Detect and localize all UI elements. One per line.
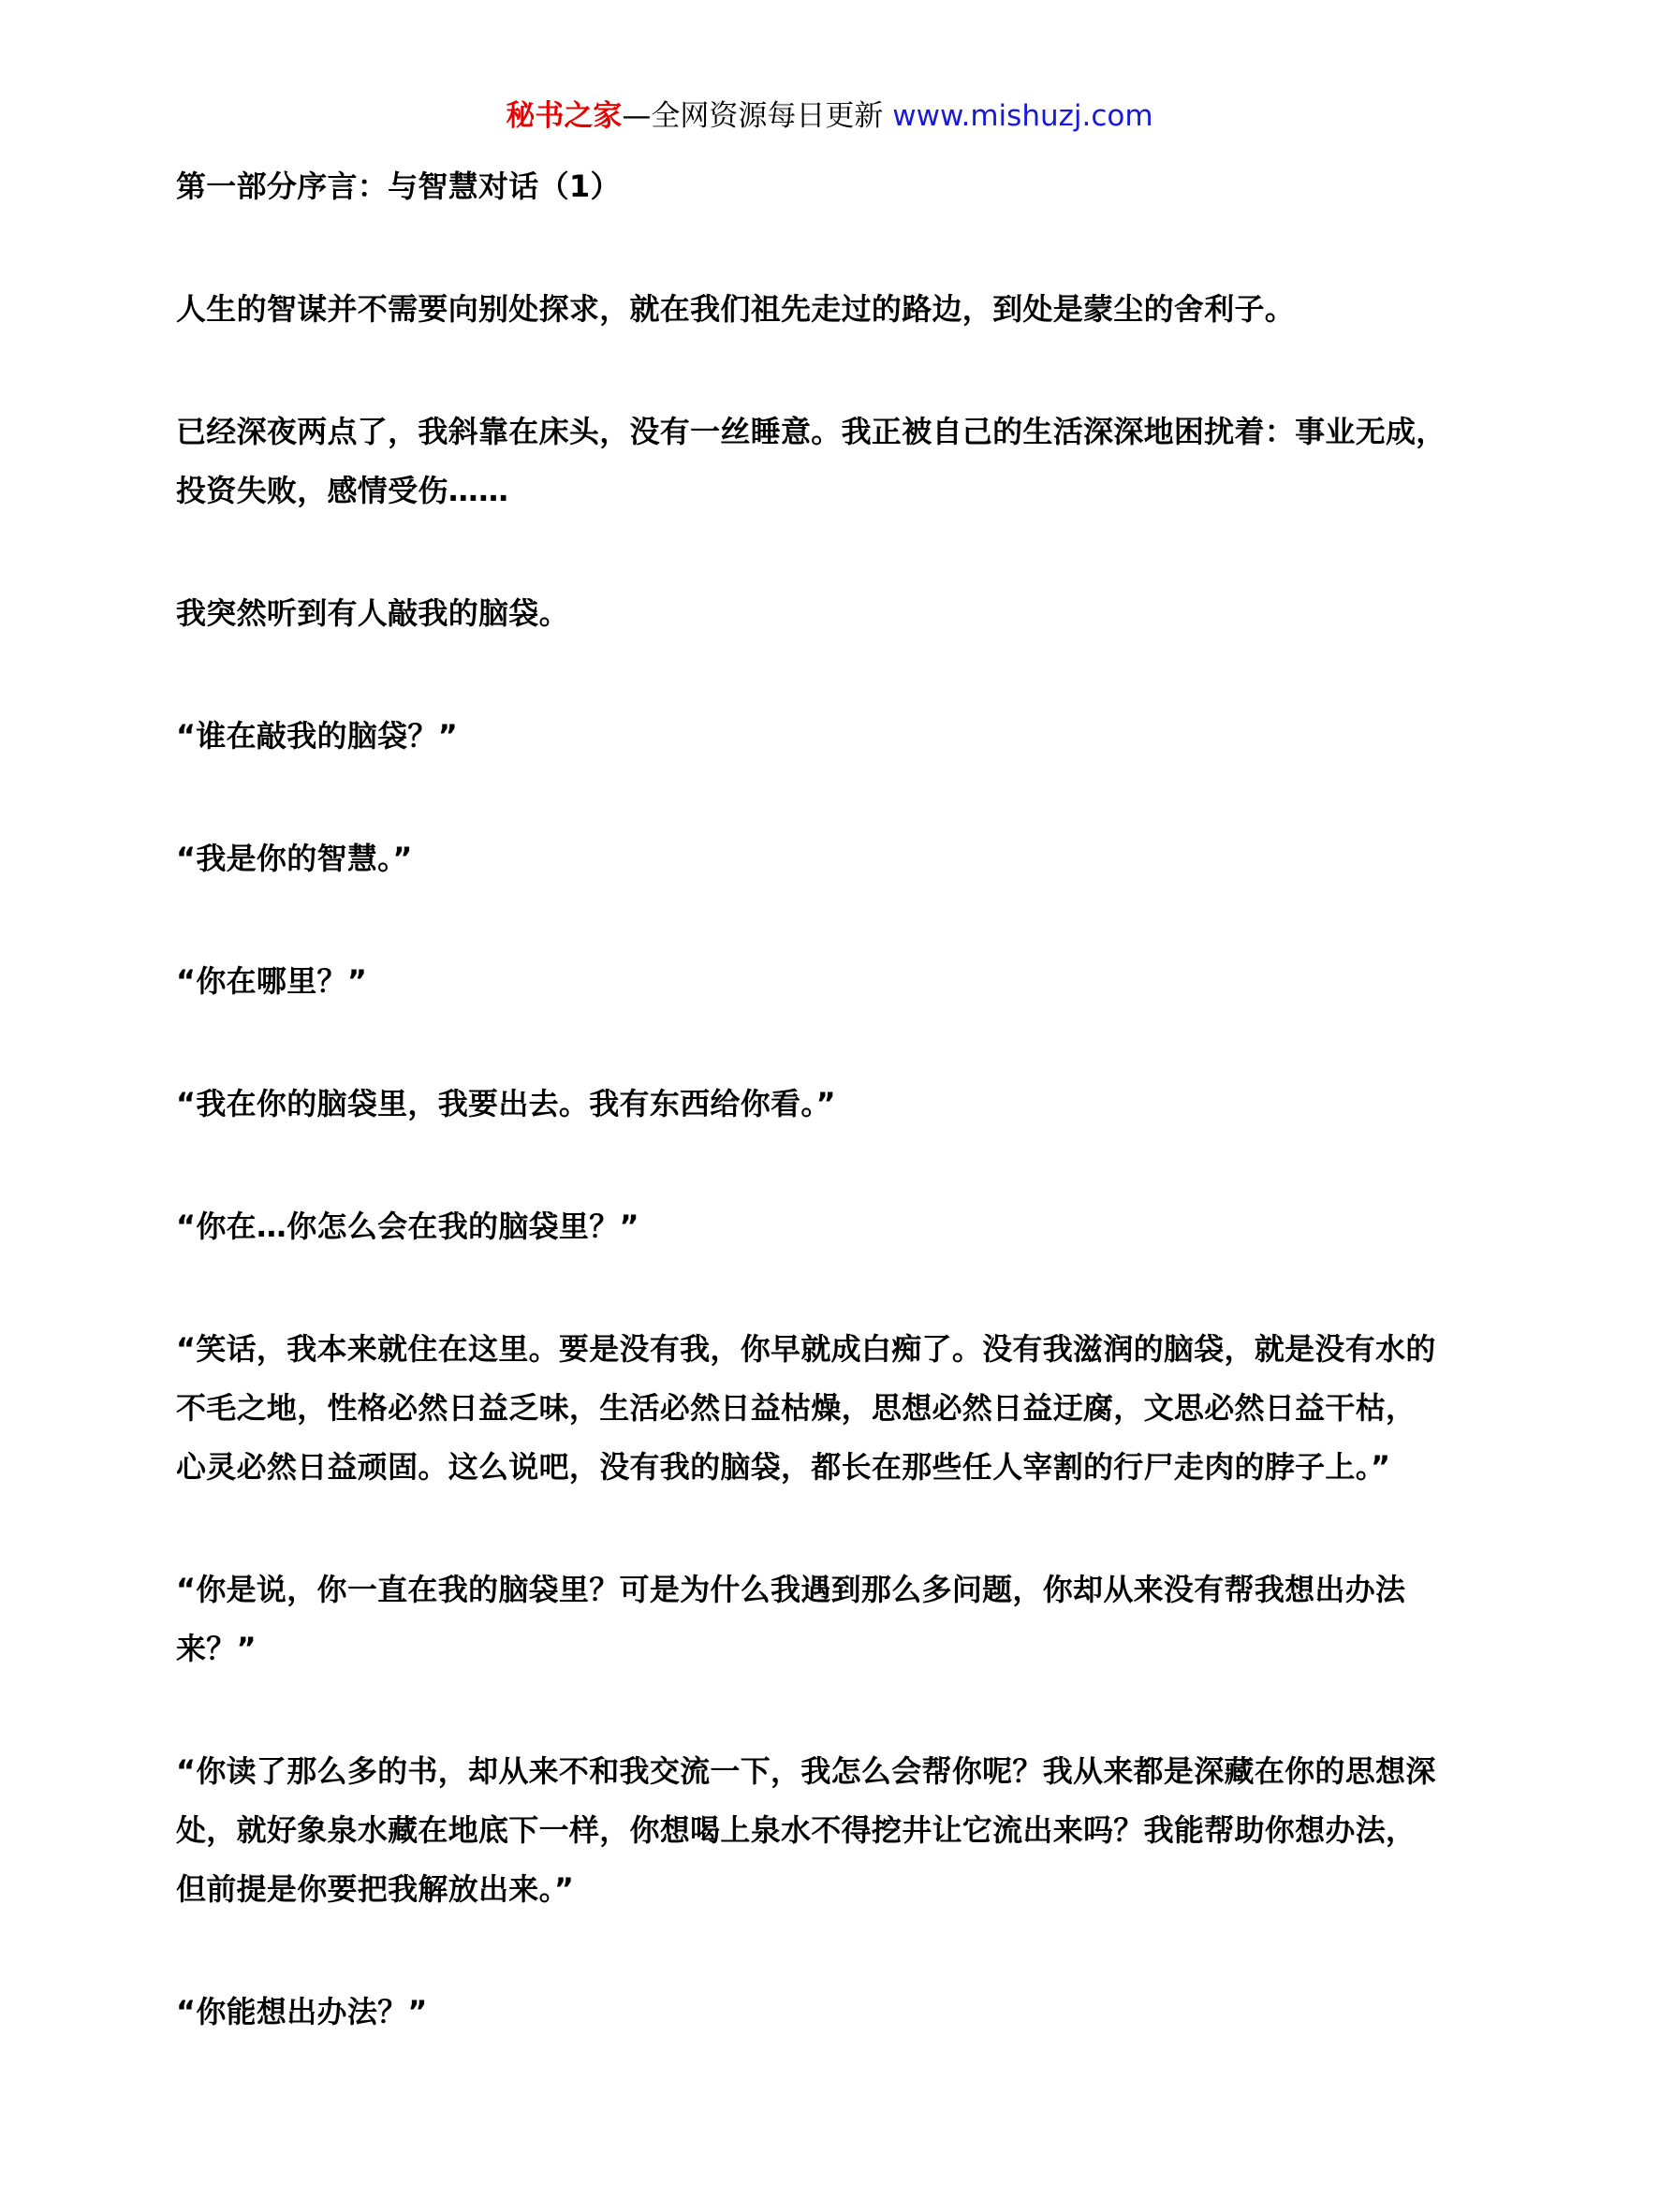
paragraph	[176, 1320, 1524, 1497]
paragraph-line: “我是你的智慧。”	[176, 841, 413, 876]
paragraph	[176, 1560, 1524, 1678]
paragraph-line: 心灵必然日益顽固。这么说吧，没有我的脑袋，都长在那些任人宰割的行尸走肉的脖子上。”	[176, 1449, 1391, 1485]
paragraph-line: 处，就好象泉水藏在地底下一样，你想喝上泉水不得挖井让它流出来吗？我能帮助你想办法，	[176, 1812, 1417, 1848]
paragraph-line: 不毛之地，性格必然日益乏味，生活必然日益枯燥，思想必然日益迂腐，文思必然日益干枯，	[176, 1390, 1417, 1426]
paragraph	[176, 1742, 1524, 1919]
paragraph-line: “我在你的脑袋里，我要出去。我有东西给你看。”	[176, 1086, 836, 1121]
header-brand: 秘书之家	[506, 99, 623, 133]
paragraph-line: 已经深夜两点了，我斜靠在床头，没有一丝睡意。我正被自己的生活深深地困扰着：事业无成，	[176, 414, 1446, 449]
paragraph-line: “你是说，你一直在我的脑袋里？可是为什么我遇到那么多问题，你却从来没有帮我想出办法	[176, 1572, 1406, 1607]
paragraph-line: 投资失败，感情受伤……	[176, 473, 509, 508]
paragraph-line: “你在哪里？”	[176, 963, 368, 999]
paragraph	[176, 584, 1524, 643]
paragraph	[176, 1197, 1524, 1256]
paragraph-line: 人生的智谋并不需要向别处探求，就在我们祖先走过的路边，到处是蒙尘的舍利子。	[176, 291, 1296, 327]
paragraph-line: “你在…你怎么会在我的脑袋里？”	[176, 1209, 639, 1244]
paragraph	[176, 952, 1524, 1011]
page-header	[0, 97, 1659, 135]
header-link[interactable]: www.mishuzj.com	[892, 99, 1153, 133]
paragraph-line: 来？”	[176, 1631, 257, 1666]
paragraph	[176, 1983, 1524, 2042]
paragraph	[176, 1075, 1524, 1134]
paragraph-line: “你能想出办法？”	[176, 1994, 428, 2029]
paragraph-line: 但前提是你要把我解放出来。”	[176, 1871, 575, 1907]
paragraph-line: “你读了那么多的书，却从来不和我交流一下，我怎么会帮你呢？我从来都是深藏在你的思想深	[176, 1753, 1436, 1789]
paragraph-line: 我突然听到有人敲我的脑袋。	[176, 595, 569, 631]
document-body	[176, 157, 1524, 2042]
paragraph	[176, 829, 1524, 888]
paragraph	[176, 280, 1524, 339]
paragraph-line: “谁在敲我的脑袋？”	[176, 718, 459, 754]
paragraph	[176, 403, 1524, 520]
paragraph	[176, 707, 1524, 766]
paragraph-line: “笑话，我本来就住在这里。要是没有我，你早就成白痴了。没有我滋润的脑袋，就是没有水的	[176, 1331, 1436, 1367]
document-title: 第一部分序言：与智慧对话（1）	[176, 168, 621, 204]
header-tagline: —全网资源每日更新	[622, 99, 893, 133]
